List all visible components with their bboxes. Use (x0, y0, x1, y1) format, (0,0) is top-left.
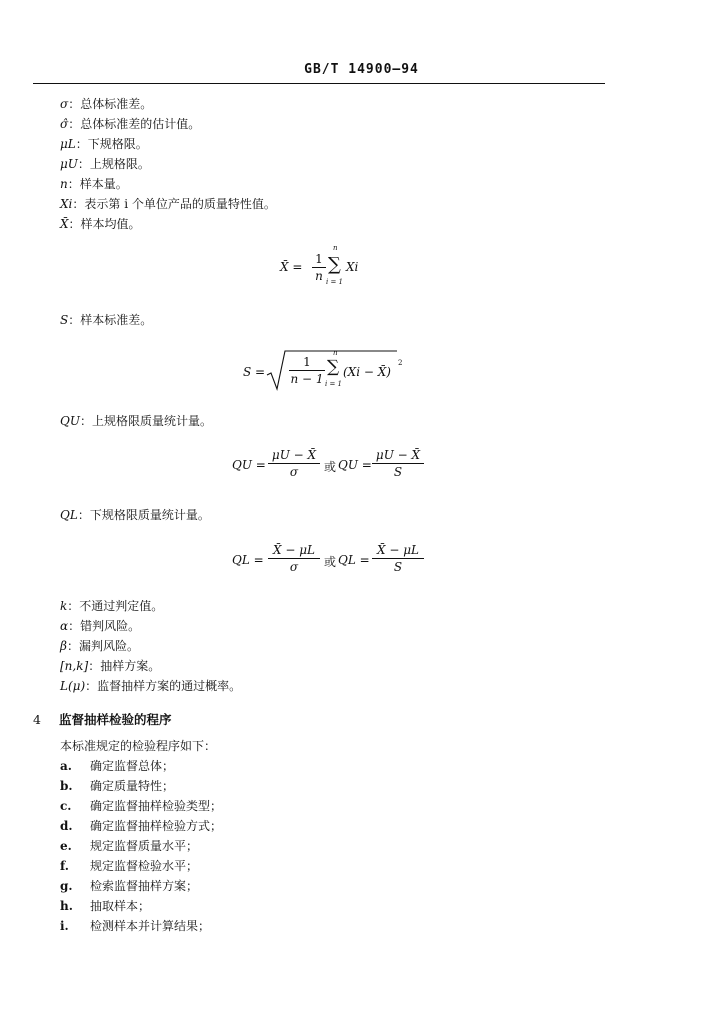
fraction-denominator: σ (289, 465, 299, 479)
definition-text: ：抽样方案。 (88, 659, 161, 673)
list-item-text: 规定监督检验水平； (90, 859, 199, 873)
fraction-denominator: S (393, 560, 403, 574)
definition-symbol: n (60, 177, 68, 191)
sum-lower-limit: i = 1 (326, 278, 344, 286)
fraction (268, 448, 320, 479)
sum-term: (Xi − X̄) (343, 365, 391, 379)
fraction-denominator: σ (289, 560, 299, 574)
or-word: 或 (324, 460, 337, 474)
definition-text: ：下规格限质量统计量。 (77, 508, 210, 522)
sum-lower-limit: i = 1 (325, 380, 343, 388)
formula-sample-mean (280, 244, 370, 290)
definition-text: ：样本标准差。 (68, 313, 153, 327)
fraction (268, 543, 320, 574)
fraction (289, 355, 325, 386)
or-word: 或 (324, 555, 337, 569)
formula-lhs-2: QU = (338, 458, 372, 472)
definition-line (60, 413, 212, 429)
fraction-denominator: n (315, 269, 323, 283)
list-item (60, 797, 222, 814)
definition-text: ：监督抽样方案的通过概率。 (85, 679, 242, 693)
list-item-key: b. (60, 779, 73, 793)
list-item-text: 抽取样本； (90, 899, 151, 913)
fraction-numerator: X̄ − μL (372, 543, 424, 559)
fraction (372, 448, 424, 479)
fraction-numerator: X̄ − μL (268, 543, 320, 559)
definition-symbol: QL (60, 508, 78, 522)
fraction-denominator: n − 1 (290, 372, 324, 386)
sum-upper-limit: n (333, 244, 338, 252)
definition-symbol: α (60, 619, 69, 633)
formula-ql (232, 543, 422, 579)
list-item-text: 规定监督质量水平； (90, 839, 199, 853)
section-title: 监督抽样检验的程序 (59, 712, 172, 727)
definition-text: ：下规格限。 (75, 137, 148, 151)
definition-line (60, 136, 148, 152)
list-item-key: c. (60, 799, 72, 813)
fraction-denominator: S (393, 465, 403, 479)
list-item-key: g. (60, 879, 73, 893)
definition-symbol: β (60, 639, 67, 653)
standard-code-header: GB/T 14900—94 (304, 62, 419, 77)
summation-sign: ∑ (328, 254, 341, 275)
exponent: 2 (398, 359, 403, 367)
fraction-numerator: μU − X̄ (268, 448, 320, 464)
definition-line (60, 176, 128, 192)
definition-text: ：总体标准差。 (68, 97, 153, 111)
list-item-text: 确定监督总体； (90, 759, 175, 773)
definition-symbol: [n,k] (60, 659, 89, 673)
formula-lhs-2: QL = (338, 553, 370, 567)
definition-line (60, 116, 200, 132)
list-item-key: f. (60, 859, 69, 873)
definition-line (60, 216, 141, 232)
definition-symbol: k (60, 599, 68, 613)
list-item-text: 检索监督抽样方案； (90, 879, 199, 893)
list-item (60, 757, 174, 774)
definition-symbol: X̄ (60, 217, 69, 231)
definition-line (60, 598, 163, 614)
fraction-numerator: μU − X̄ (372, 448, 424, 464)
sum-upper-limit: n (333, 349, 338, 357)
section-heading (33, 710, 172, 728)
list-item (60, 777, 174, 794)
definition-text: ：表示第 i 个单位产品的质量特性值。 (72, 197, 276, 211)
fraction (372, 543, 424, 574)
definition-symbol: σ (60, 97, 69, 111)
definition-symbol: QU (60, 414, 80, 428)
list-item (60, 837, 198, 854)
fraction-numerator: 1 (289, 355, 325, 371)
list-item-text: 确定监督抽样检验类型； (90, 799, 223, 813)
definition-line (60, 96, 152, 112)
list-item (60, 897, 150, 914)
definition-symbol: L(μ) (60, 679, 86, 693)
definition-text: ：漏判风险。 (66, 639, 139, 653)
formula-lhs: X̄ = (280, 260, 303, 274)
definition-line (60, 638, 139, 654)
list-item-key: a. (60, 759, 72, 773)
definition-symbol: S (60, 313, 69, 327)
definition-symbol: μL (60, 137, 76, 151)
sum-term: Xi (346, 260, 359, 274)
steps-intro: 本标准规定的检验程序如下： (60, 739, 217, 753)
list-item-text: 确定监督抽样检验方式； (90, 819, 223, 833)
list-item (60, 857, 198, 874)
definition-symbol: Xi (60, 197, 73, 211)
list-item (60, 817, 222, 834)
list-item-text: 检测样本并计算结果； (90, 919, 211, 933)
list-item (60, 877, 198, 894)
definition-text: ：样本量。 (67, 177, 128, 191)
list-item-key: d. (60, 819, 73, 833)
definition-symbol: μU (60, 157, 78, 171)
definition-text: ：样本均值。 (68, 217, 141, 231)
formula-lhs: QL = (232, 553, 264, 567)
definition-text: ：上规格限质量统计量。 (79, 414, 212, 428)
fraction (312, 252, 326, 283)
definition-line (60, 507, 210, 523)
list-item-key: h. (60, 899, 73, 913)
list-item-key: i. (60, 919, 69, 933)
header-rule (33, 83, 605, 84)
definition-text: ：总体标准差的估计值。 (68, 117, 201, 131)
definition-line (60, 678, 241, 694)
definition-text: ：上规格限。 (77, 157, 150, 171)
summation-sign: ∑ (327, 357, 340, 377)
section-number: 4 (33, 712, 41, 727)
list-item-key: e. (60, 839, 72, 853)
formula-sample-std (243, 345, 413, 395)
list-item (60, 917, 210, 934)
fraction-numerator: 1 (312, 252, 326, 268)
list-item-text: 确定质量特性； (90, 779, 175, 793)
definition-text: ：不通过判定值。 (67, 599, 164, 613)
formula-lhs: S = (243, 365, 266, 379)
definition-symbol: σ̂ (60, 117, 69, 131)
definition-line (60, 658, 160, 674)
definition-line (60, 312, 152, 328)
definition-text: ：错判风险。 (68, 619, 141, 633)
definition-line (60, 618, 140, 634)
formula-qu (232, 448, 422, 484)
formula-lhs: QU = (232, 458, 266, 472)
definition-line (60, 196, 276, 212)
definition-line (60, 156, 150, 172)
